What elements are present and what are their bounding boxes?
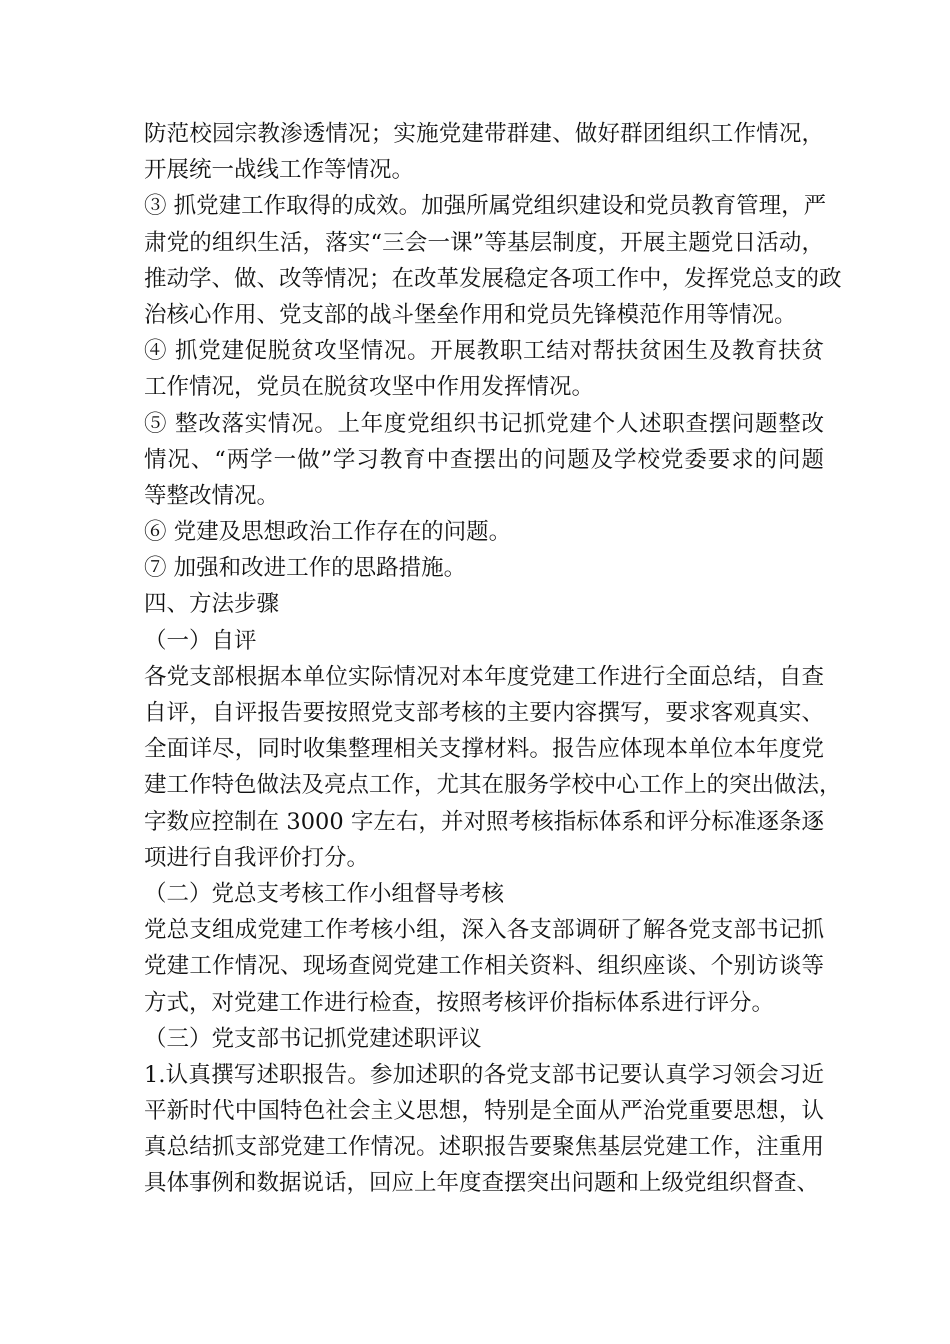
text-line: 推动学、做、改等情况；在改革发展稳定各项工作中，发挥党总支的政: [144, 265, 842, 292]
section-heading: [144, 623, 824, 659]
text-line: 建工作特色做法及亮点工作，尤其在服务学校中心工作上的突出做法，: [144, 772, 842, 799]
document-body: [144, 116, 842, 1202]
paragraph: [144, 550, 824, 586]
text-line: 肃党的组织生活，落实“三会一课”等基层制度，开展主题党日活动，: [144, 229, 824, 256]
paragraph: [144, 514, 824, 550]
paragraph: [144, 116, 824, 188]
paragraph: [144, 333, 824, 405]
text-line: 开展统一战线工作等情况。: [144, 157, 415, 184]
text-line: 字数应控制在 3000 字左右，并对照考核指标体系和评分标准逐条逐: [144, 808, 824, 835]
text-line: ④ 抓党建促脱贫攻坚情况。开展教职工结对帮扶贫困生及教育扶贫: [144, 338, 824, 365]
text-line: 工作情况，党员在脱贫攻坚中作用发挥情况。: [144, 374, 595, 401]
text-line: ⑦ 加强和改进工作的思路措施。: [144, 555, 467, 582]
text-line: 治核心作用、党支部的战斗堡垒作用和党员先锋模范作用等情况。: [144, 301, 797, 328]
text-line: 四、方法步骤: [144, 591, 280, 618]
text-line: 具体事例和数据说话，回应上年度查摆突出问题和上级党组织督查、: [144, 1170, 820, 1197]
text-line: 1.认真撰写述职报告。参加述职的各党支部书记要认真学习领会习近: [144, 1061, 824, 1088]
text-line: （三）党支部书记抓党建述职评议: [144, 1025, 482, 1052]
paragraph: [144, 1057, 824, 1202]
text-line: 平新时代中国特色社会主义思想，特别是全面从严治党重要思想，认: [144, 1098, 824, 1125]
paragraph: [144, 188, 842, 333]
section-heading: [144, 586, 824, 622]
paragraph: [144, 659, 842, 876]
text-line: 全面详尽，同时收集整理相关支撑材料。报告应体现本单位本年度党: [144, 736, 824, 763]
section-heading: [144, 1021, 824, 1057]
text-line: 方式，对党建工作进行检查，按照考核评价指标体系进行评分。: [144, 989, 775, 1016]
text-line: 自评，自评报告要按照党支部考核的主要内容撰写，要求客观真实、: [144, 700, 824, 726]
paragraph: [144, 406, 824, 515]
text-line: ③ 抓党建工作取得的成效。加强所属党组织建设和党员教育管理，严: [144, 193, 827, 220]
text-line: ⑤ 整改落实情况。上年度党组织书记抓党建个人述职查摆问题整改: [144, 410, 824, 437]
text-line: 等整改情况。: [144, 482, 280, 509]
text-line: ⑥ 党建及思想政治工作存在的问题。: [144, 519, 512, 546]
text-line: 党建工作情况、现场查阅党建工作相关资料、组织座谈、个别访谈等: [144, 953, 824, 980]
paragraph: [144, 912, 824, 1021]
text-line: （一）自评: [144, 627, 257, 654]
text-line: 情况、“两学一做”学习教育中查摆出的问题及学校党委要求的问题: [144, 446, 824, 473]
text-line: 各党支部根据本单位实际情况对本年度党建工作进行全面总结，自查: [144, 663, 824, 690]
text-line: （二）党总支考核工作小组督导考核: [144, 880, 505, 907]
text-line: 真总结抓支部党建工作情况。述职报告要聚焦基层党建工作，注重用: [144, 1134, 824, 1161]
text-line: 防范校园宗教渗透情况；实施党建带群建、做好群团组织工作情况，: [144, 121, 824, 147]
text-line: 项进行自我评价打分。: [144, 844, 370, 871]
text-line: 党总支组成党建工作考核小组，深入各支部调研了解各党支部书记抓: [144, 917, 824, 944]
section-heading: [144, 876, 824, 912]
